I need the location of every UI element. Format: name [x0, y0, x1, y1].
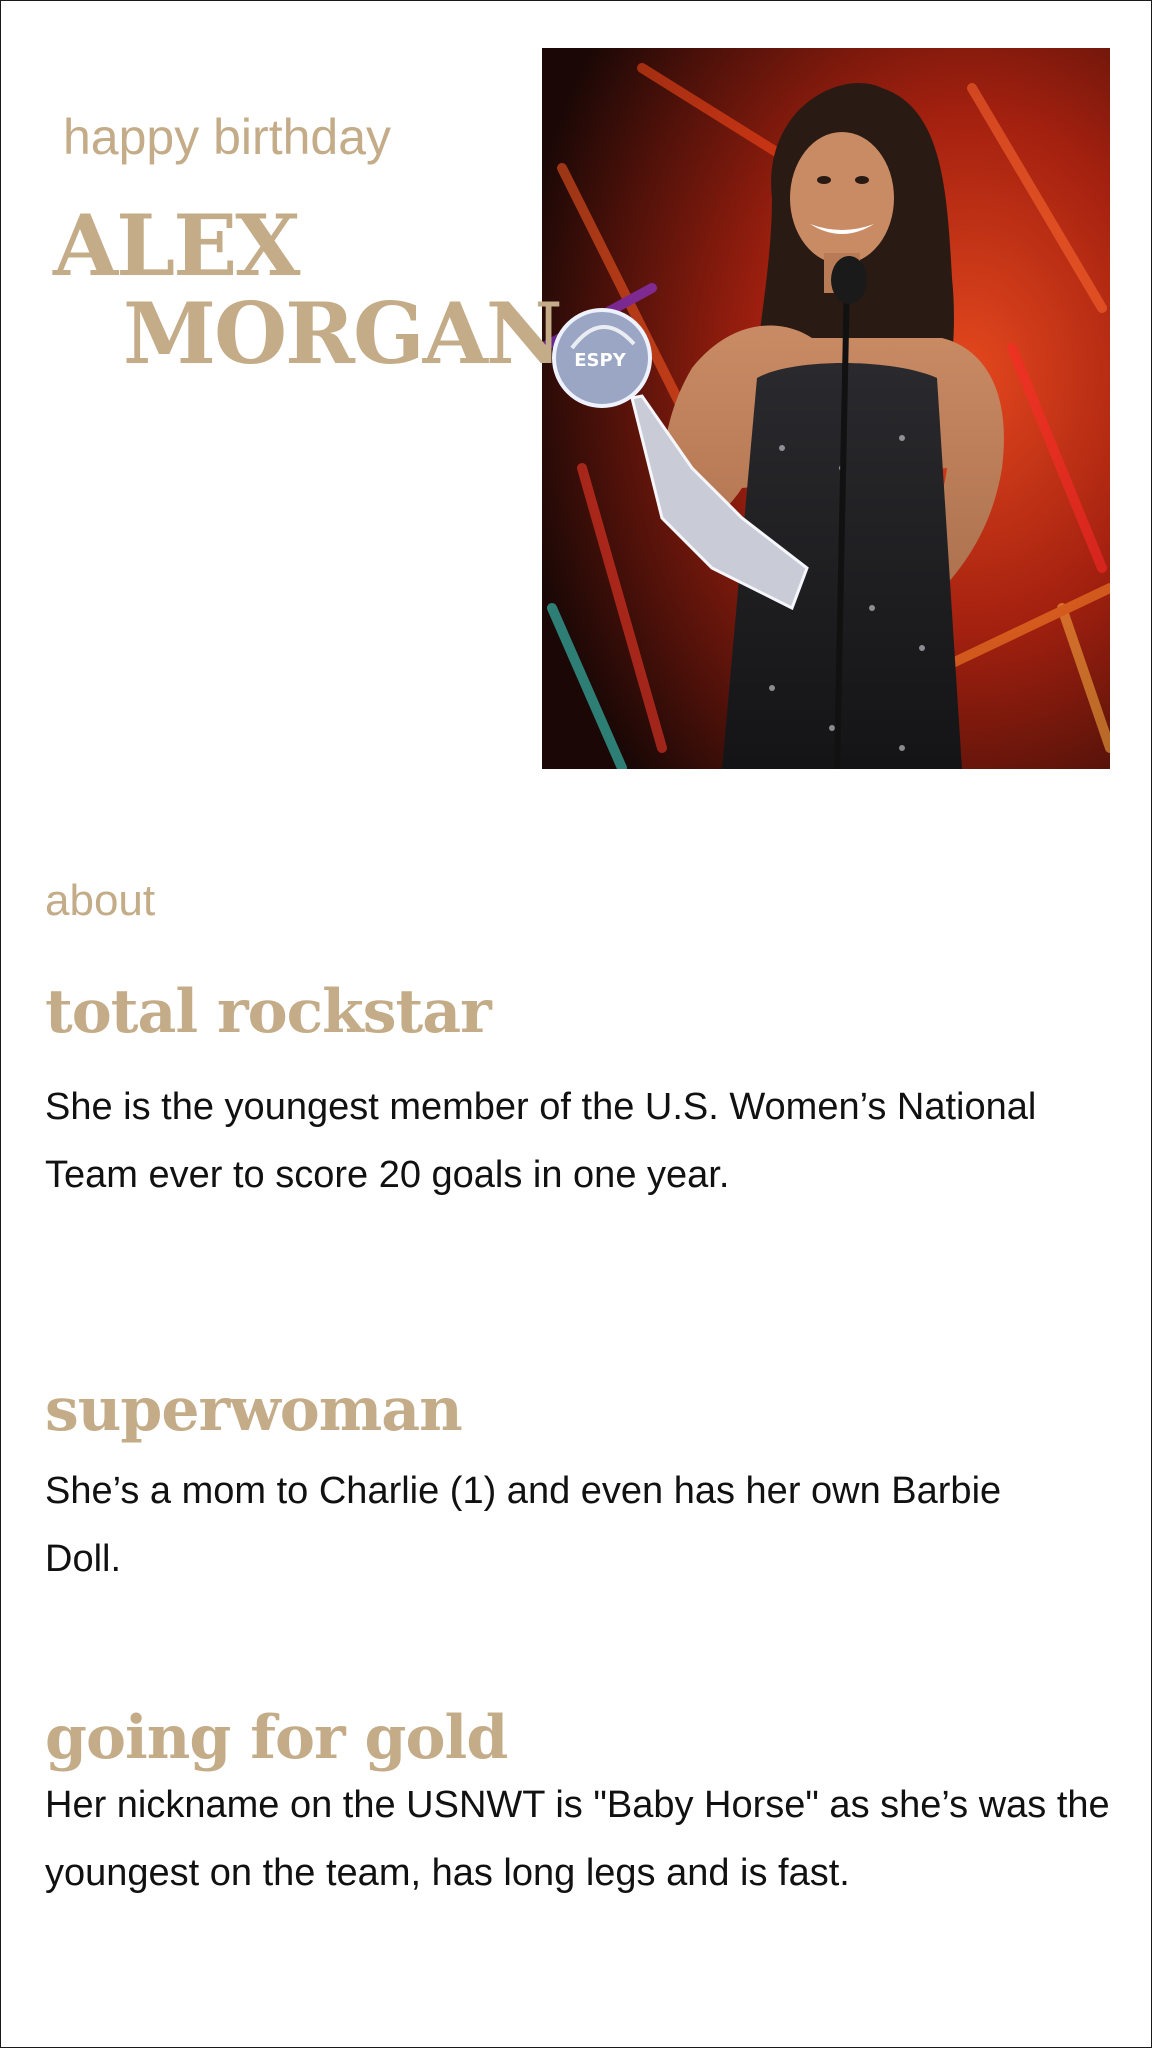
section-body-superwoman: She’s a mom to Charlie (1) and even has her own Barbie Doll. — [45, 1470, 1002, 1580]
kicker-text: happy birthday — [63, 109, 392, 165]
section-heading-superwoman: superwoman — [45, 1375, 462, 1445]
name-first: ALEX — [53, 196, 299, 295]
face — [790, 132, 894, 264]
section-heading-going-for-gold: going for gold — [45, 1703, 508, 1773]
name-last: MORGAN — [123, 284, 561, 383]
section-body-total-rockstar: She is the youngest member of the U.S. Women’s National Team ever to score 20 goals in one year. — [45, 1086, 1037, 1196]
about-label: about — [45, 876, 156, 925]
microphone — [831, 256, 867, 304]
trophy-label: ESPY — [574, 350, 626, 371]
section-heading-total-rockstar: total rockstar — [45, 977, 491, 1047]
hero-photo — [542, 48, 1110, 769]
section-body-going-for-gold: Her nickname on the USNWT is "Baby Horse" as she’s was the youngest on the team, has long legs and is fast. — [45, 1784, 1110, 1894]
